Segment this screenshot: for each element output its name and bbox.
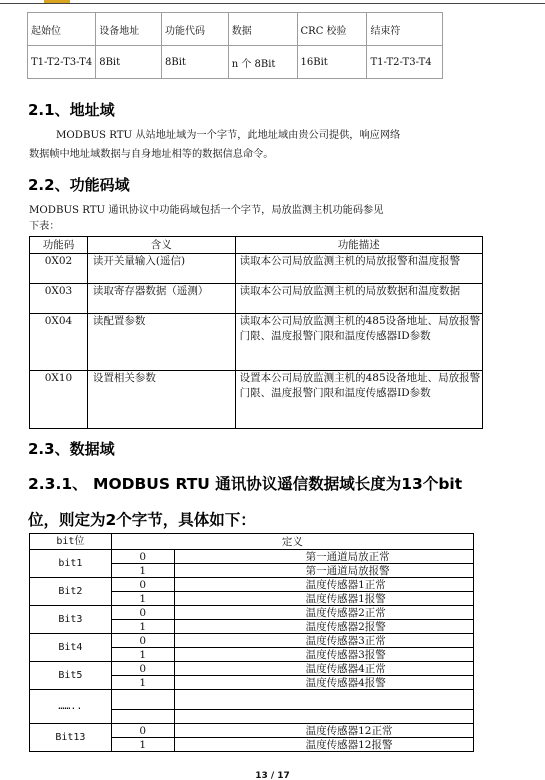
bit-value-cell: 0 [111, 550, 174, 564]
function-code-cell: 0X02 [30, 254, 88, 284]
table-row [30, 606, 474, 620]
paragraph-line: MODBUS RTU 通讯协议中功能码域包括一个字节，局放监测主机功能码参见 [29, 205, 384, 216]
frame-header-cell: 功能代码 [161, 13, 228, 46]
bit-value-cell: 1 [111, 648, 174, 662]
bit-definition-cell: 温度传感器4报警 [174, 676, 473, 690]
table-row [30, 634, 474, 648]
bit-value-cell: 1 [111, 676, 174, 690]
section-heading-2-3-1: 2.3.1、 MODBUS RTU 通讯协议遥信数据域长度为13个bit [28, 475, 463, 493]
table-row [30, 724, 474, 738]
frame-header-cell: 起始位 [28, 13, 96, 46]
description-cell: 读取本公司局放监测主机的局放数据和温度数据 [235, 283, 482, 313]
bit-table-header [30, 534, 474, 550]
frame-header-cell: 结束符 [367, 13, 443, 46]
empty-cell [111, 710, 174, 724]
paragraph-line: 下表： [29, 221, 60, 232]
table-header-cell: 定义 [111, 534, 473, 550]
table-row-ellipsis [30, 690, 474, 710]
bit-definition-cell: 温度传感器3正常 [174, 634, 473, 648]
frame-value-cell: 8Bit [96, 46, 162, 79]
frame-header-cell: 设备地址 [96, 13, 162, 46]
bit-name-cell: Bit4 [30, 634, 112, 662]
meaning-cell: 读取寄存器数据（遥测） [87, 283, 235, 313]
bit-value-cell: 1 [111, 564, 174, 578]
bit-definition-cell: 温度传感器12报警 [174, 738, 473, 752]
empty-cell [174, 690, 473, 710]
bit-definition-cell: 温度传感器2报警 [174, 620, 473, 634]
bit-value-cell: 1 [111, 738, 174, 752]
table-header-cell: 含义 [87, 237, 235, 254]
frame-value-cell: n 个 8Bit [228, 46, 297, 79]
frame-value-cell: T1-T2-T3-T4 [28, 46, 96, 79]
frame-header-cell: 数据 [228, 13, 297, 46]
bit-value-cell: 0 [111, 724, 174, 738]
function-code-table [29, 236, 483, 429]
bit-name-cell: Bit3 [30, 606, 112, 634]
section-heading-2-2: 2.2、功能码域 [28, 176, 130, 194]
function-code-cell: 0X03 [30, 283, 88, 313]
table-row [30, 662, 474, 676]
empty-cell [174, 710, 473, 724]
bit-definition-cell: 温度传感器1报警 [174, 592, 473, 606]
frame-header-cell: CRC 校验 [297, 13, 367, 46]
bit-definition-table [29, 533, 474, 752]
bit-value-cell: 0 [111, 662, 174, 676]
bit-value-cell: 1 [111, 620, 174, 634]
frame-value-cell: 16Bit [297, 46, 367, 79]
meaning-cell: 读配置参数 [87, 313, 235, 371]
table-row [30, 550, 474, 564]
description-cell: 读取本公司局放监测主机的局放报警和温度报警 [235, 254, 482, 284]
frame-value-row [28, 46, 443, 79]
empty-cell [111, 690, 174, 710]
bit-value-cell: 1 [111, 592, 174, 606]
paragraph-line: MODBUS RTU 从站地址域为一个字节，此地址域由贵公司提供，响应网络 [56, 130, 401, 141]
function-code-cell: 0X04 [30, 313, 88, 371]
bit-definition-cell: 温度传感器4正常 [174, 662, 473, 676]
bit-name-cell: bit1 [30, 550, 112, 578]
frame-value-cell: T1-T2-T3-T4 [367, 46, 443, 79]
function-code-cell: 0X10 [30, 371, 88, 429]
bit-value-cell: 0 [111, 578, 174, 592]
table-row [30, 578, 474, 592]
bit-definition-cell: 温度传感器2正常 [174, 606, 473, 620]
table-row [30, 254, 483, 284]
bit-value-cell: 0 [111, 634, 174, 648]
meaning-cell: 设置相关参数 [87, 371, 235, 429]
table-row [30, 283, 483, 313]
description-cell: 读取本公司局放监测主机的485设备地址、局放报警门限、温度报警门限和温度传感器ID参数 [235, 313, 482, 371]
function-table-header [30, 237, 483, 254]
section-heading-2-3-1-cont: 位，则定为2个字节，具体如下： [28, 511, 256, 529]
page-number: 13 / 17 [255, 771, 290, 780]
ellipsis-cell: …….. [30, 690, 112, 724]
meaning-cell: 读开关量输入(遥信) [87, 254, 235, 284]
description-cell: 设置本公司局放监测主机的485设备地址、局放报警门限、温度报警门限和温度传感器ID参数 [235, 371, 482, 429]
bit-name-cell: Bit5 [30, 662, 112, 690]
bit-definition-cell: 第一通道局放报警 [174, 564, 473, 578]
header-rule [0, 0, 545, 5]
bit-definition-cell: 温度传感器12正常 [174, 724, 473, 738]
frame-format-table [27, 12, 443, 79]
header-line [0, 3, 545, 4]
table-row [30, 371, 483, 429]
bit-name-cell: Bit2 [30, 578, 112, 606]
frame-header-row [28, 13, 443, 46]
section-heading-2-3: 2.3、数据域 [28, 440, 115, 458]
table-row [30, 313, 483, 371]
bit-definition-cell: 温度传感器3报警 [174, 648, 473, 662]
table-header-cell: 功能码 [30, 237, 88, 254]
bit-name-cell: Bit13 [30, 724, 112, 752]
paragraph-line: 数据帧中地址域数据与自身地址相等的数据信息命令。 [29, 149, 274, 160]
table-header-cell: 功能描述 [235, 237, 482, 254]
table-header-cell: bit位 [30, 534, 112, 550]
bit-definition-cell: 第一通道局放正常 [174, 550, 473, 564]
bit-definition-cell: 温度传感器1正常 [174, 578, 473, 592]
section-heading-2-1: 2.1、地址域 [28, 101, 115, 119]
bit-value-cell: 0 [111, 606, 174, 620]
frame-value-cell: 8Bit [161, 46, 228, 79]
